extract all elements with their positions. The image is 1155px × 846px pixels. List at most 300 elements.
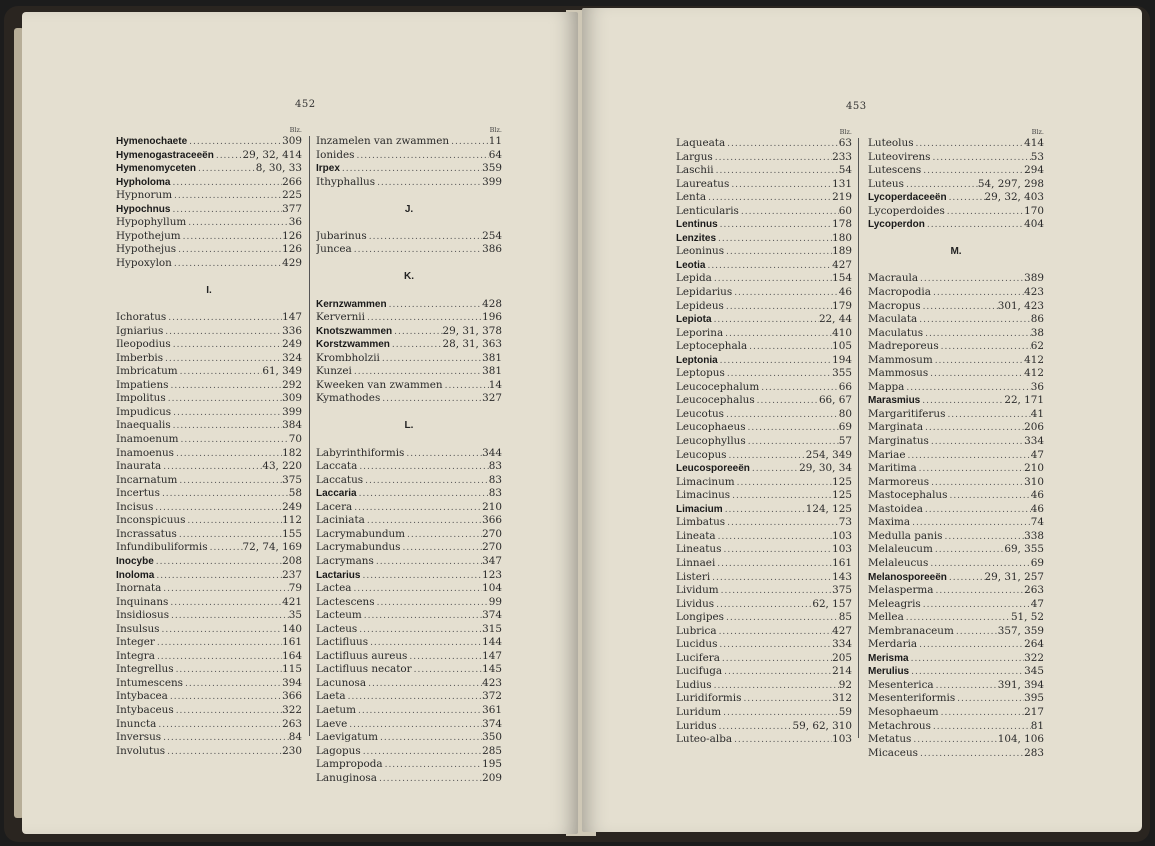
entry-page-ref: 310 — [1024, 475, 1044, 488]
dot-leader — [375, 177, 482, 190]
dot-leader — [717, 721, 793, 734]
dot-leader — [208, 542, 243, 555]
entry-term: Lycoperdoides — [868, 204, 945, 217]
dot-leader — [187, 136, 282, 149]
entry-page-ref: 355 — [832, 367, 852, 380]
page-column-header: Blz. — [1031, 128, 1044, 136]
section-letter-heading: K. — [404, 271, 414, 283]
entry-page-ref: 8, 30, 33 — [255, 162, 302, 175]
entry-term: Mesenterica — [868, 678, 934, 691]
index-entry — [116, 176, 302, 190]
index-entry — [116, 636, 302, 650]
dot-leader — [714, 165, 839, 178]
entry-term: Laeta — [316, 690, 346, 703]
dot-leader — [723, 504, 806, 517]
index-entry — [316, 447, 502, 461]
index-entry — [868, 462, 1044, 476]
entry-page-ref: 103 — [832, 529, 852, 542]
entry-term: Lactifluus — [316, 636, 369, 649]
entry-term: Lepideus — [676, 299, 724, 312]
index-entry — [868, 571, 1044, 585]
entry-term: Inuncta — [116, 717, 157, 730]
spacer — [316, 216, 502, 230]
index-entry — [116, 582, 302, 596]
dot-leader — [706, 192, 832, 205]
entry-page-ref: 62, 157 — [812, 597, 852, 610]
dot-leader — [904, 382, 1030, 395]
dot-leader — [401, 542, 483, 555]
entry-page-ref: 196 — [482, 311, 502, 324]
dot-leader — [168, 380, 282, 393]
index-entry — [676, 313, 852, 327]
dot-leader — [716, 531, 833, 544]
dot-leader — [755, 395, 819, 408]
dot-leader — [717, 639, 832, 652]
index-entry — [116, 596, 302, 610]
index-entry — [676, 611, 852, 625]
dot-leader — [724, 612, 839, 625]
index-entry — [676, 557, 852, 571]
entry-page-ref: 22, 44 — [818, 313, 852, 326]
index-entry — [316, 582, 502, 596]
section-letter-heading: J. — [404, 203, 414, 215]
entry-page-ref: 41 — [1030, 407, 1044, 420]
entry-page-ref: 64 — [488, 148, 502, 161]
dot-leader — [904, 612, 1011, 625]
entry-term: Luteus — [868, 177, 904, 190]
entry-term: Lactarius — [316, 569, 361, 581]
index-entry — [116, 325, 302, 339]
dot-leader — [169, 610, 289, 623]
index-entry — [116, 623, 302, 637]
entry-term: Ichoratus — [116, 311, 167, 324]
dot-leader — [380, 393, 482, 406]
entry-term: Inzamelen van zwammen — [316, 135, 450, 147]
entry-page-ref: 104 — [482, 582, 502, 595]
entry-term: Inamoenum — [116, 433, 179, 446]
index-entry — [676, 218, 852, 232]
entry-term: Lucidus — [676, 638, 718, 651]
dot-leader — [357, 461, 488, 474]
index-entry — [316, 149, 502, 163]
entry-term: Lycoperdaceeën — [868, 192, 947, 204]
dot-leader — [718, 355, 832, 368]
entry-term: Integra — [116, 649, 155, 662]
spacer — [316, 433, 502, 447]
dot-leader — [181, 231, 283, 244]
entry-page-ref: 104, 106 — [997, 733, 1044, 746]
entry-term: Infundibuliformis — [116, 541, 208, 554]
dot-leader — [917, 314, 1031, 327]
dot-leader — [929, 477, 1024, 490]
index-entry — [676, 516, 852, 530]
index-entry — [316, 636, 502, 650]
left-page — [22, 12, 578, 834]
index-entry — [676, 245, 852, 259]
entry-term: Luridiformis — [676, 692, 742, 705]
index-entry — [676, 354, 852, 368]
entry-page-ref: 125 — [832, 489, 852, 502]
entry-term: Krombholzii — [316, 351, 380, 364]
entry-page-ref: 35 — [288, 609, 302, 622]
entry-term: Inconspicuus — [116, 514, 186, 527]
dot-leader — [741, 693, 832, 706]
entry-page-ref: 29, 31, 257 — [984, 570, 1044, 583]
entry-term: Membranaceum — [868, 624, 954, 637]
dot-leader — [705, 260, 832, 273]
entry-term: Insidiosus — [116, 609, 170, 622]
entry-page-ref: 322 — [282, 703, 302, 716]
dot-leader — [357, 624, 482, 637]
entry-term: Melasperma — [868, 584, 934, 597]
index-entry — [868, 638, 1044, 652]
entry-page-ref: 46 — [838, 286, 852, 299]
index-entry — [116, 257, 302, 271]
dot-leader — [161, 732, 289, 745]
entry-page-ref: 322 — [1024, 651, 1044, 664]
entry-term: Lucifera — [676, 651, 720, 664]
dot-leader — [166, 393, 282, 406]
index-entry — [316, 596, 502, 610]
entry-page-ref: 83 — [488, 473, 502, 486]
entry-term: Laccata — [316, 460, 358, 473]
entry-page-ref: 60 — [838, 204, 852, 217]
spacer — [316, 406, 502, 420]
entry-term: Inamoenus — [116, 446, 174, 459]
index-entry — [116, 609, 302, 623]
entry-term: Leptonia — [676, 354, 718, 366]
entry-page-ref: 237 — [282, 568, 302, 581]
entry-term: Micaceus — [868, 746, 918, 759]
entry-page-ref: 178 — [832, 218, 852, 231]
entry-term: Lineatus — [676, 543, 722, 556]
dot-leader — [921, 301, 998, 314]
entry-page-ref: 36 — [288, 216, 302, 229]
dot-leader — [929, 436, 1024, 449]
entry-term: Merdaria — [868, 638, 918, 651]
entry-page-ref: 230 — [282, 744, 302, 757]
dot-leader — [155, 637, 282, 650]
entry-page-ref: 79 — [288, 582, 302, 595]
dot-leader — [351, 583, 482, 596]
entry-page-ref: 263 — [1024, 584, 1044, 597]
index-column-left-1 — [116, 125, 302, 758]
dot-leader — [449, 136, 489, 149]
entry-term: Luteovirens — [868, 150, 931, 163]
dot-leader — [712, 273, 832, 286]
page-column-header: Blz. — [289, 126, 302, 134]
spacer — [116, 270, 302, 284]
dot-leader — [750, 463, 799, 476]
dot-leader — [721, 544, 832, 557]
entry-page-ref: 85 — [838, 611, 852, 624]
entry-page-ref: 112 — [282, 514, 302, 527]
entry-page-ref: 170 — [1024, 204, 1044, 217]
entry-page-ref: 147 — [482, 649, 502, 662]
dot-leader — [724, 246, 832, 259]
entry-term: Laschii — [676, 164, 714, 177]
entry-page-ref: 249 — [282, 500, 302, 513]
section-letter-heading: M. — [950, 246, 962, 258]
dot-leader — [954, 626, 998, 639]
entry-term: Igniarius — [116, 324, 164, 337]
entry-page-ref: 70 — [288, 433, 302, 446]
index-entry — [116, 433, 302, 447]
index-entry — [116, 352, 302, 366]
entry-term: Incarnatum — [116, 473, 178, 486]
dot-leader — [918, 273, 1024, 286]
index-entry — [316, 677, 502, 691]
entry-term: Lycoperdon — [868, 219, 925, 231]
dot-leader — [917, 463, 1024, 476]
entry-term: Intumescens — [116, 676, 183, 689]
dot-leader — [945, 206, 1024, 219]
entry-term: Laeve — [316, 717, 348, 730]
dot-leader — [405, 529, 482, 542]
index-entry — [676, 598, 852, 612]
dot-leader — [923, 328, 1031, 341]
entry-term: Impatiens — [116, 378, 169, 391]
entry-term: Leoninus — [676, 245, 725, 258]
index-entry — [676, 733, 852, 747]
entry-page-ref: 381 — [482, 365, 502, 378]
dot-leader — [923, 422, 1024, 435]
dot-leader — [713, 152, 832, 165]
index-column-right-2 — [868, 127, 1044, 760]
entry-term: Insulsus — [116, 622, 160, 635]
index-entry — [676, 571, 852, 585]
entry-term: Lactea — [316, 582, 352, 595]
entry-term: Macropus — [868, 299, 921, 312]
entry-term: Laureatus — [676, 177, 730, 190]
entry-page-ref: 423 — [482, 676, 502, 689]
entry-term: Lacteum — [316, 609, 362, 622]
dot-leader — [720, 653, 832, 666]
dot-leader — [383, 759, 483, 772]
entry-term: Marmoreus — [868, 475, 930, 488]
entry-term: Largus — [676, 150, 713, 163]
index-entry — [116, 704, 302, 718]
dot-leader — [739, 206, 839, 219]
dot-leader — [170, 177, 282, 190]
entry-term: Macropodia — [868, 286, 931, 299]
entry-term: Kernzwammen — [316, 298, 387, 310]
dot-leader — [911, 734, 997, 747]
index-entry — [116, 569, 302, 583]
entry-page-ref: 53 — [1030, 150, 1044, 163]
entry-term: Luridus — [676, 719, 717, 732]
entry-page-ref: 263 — [282, 717, 302, 730]
entry-page-ref: 399 — [282, 405, 302, 418]
index-entry — [868, 313, 1044, 327]
index-entry — [868, 218, 1044, 232]
dot-leader — [183, 678, 282, 691]
entry-term: Mesophaeum — [868, 705, 939, 718]
index-entry — [316, 487, 502, 501]
index-entry — [116, 650, 302, 664]
entry-page-ref: 347 — [482, 554, 502, 567]
index-entry — [676, 706, 852, 720]
dot-leader — [716, 233, 832, 246]
entry-page-ref: 336 — [282, 324, 302, 337]
index-entry — [676, 530, 852, 544]
dot-leader — [746, 436, 839, 449]
index-entry — [868, 679, 1044, 693]
index-entry — [116, 189, 302, 203]
entry-page-ref: 210 — [482, 500, 502, 513]
dot-leader — [721, 707, 839, 720]
entry-page-ref: 205 — [832, 651, 852, 664]
entry-term: Inversus — [116, 731, 162, 744]
entry-page-ref: 69 — [838, 421, 852, 434]
dot-leader — [955, 693, 1024, 706]
index-entry — [868, 584, 1044, 598]
dot-leader — [168, 597, 282, 610]
entry-term: Lenticularis — [676, 204, 739, 217]
spacer — [316, 284, 502, 298]
entry-term: Lepiota — [676, 314, 712, 326]
entry-term: Involutus — [116, 744, 166, 757]
dot-leader — [356, 705, 482, 718]
entry-term: Hypophyllum — [116, 216, 187, 229]
section-letter-heading: I. — [206, 285, 212, 297]
index-entry — [868, 340, 1044, 354]
entry-page-ref: 86 — [1030, 313, 1044, 326]
index-entry — [676, 191, 852, 205]
index-entry — [868, 557, 1044, 571]
index-entry — [116, 365, 302, 379]
entry-term: Incisus — [116, 500, 154, 513]
index-entry — [676, 625, 852, 639]
entry-term: Luteolus — [868, 137, 914, 149]
dot-leader — [186, 217, 289, 230]
entry-page-ref: 374 — [482, 717, 502, 730]
entry-page-ref: 254 — [482, 229, 502, 242]
entry-term: Hypholoma — [116, 176, 171, 188]
index-entry — [116, 135, 302, 149]
index-entry — [868, 530, 1044, 544]
entry-page-ref: 38 — [1030, 326, 1044, 339]
dot-leader — [714, 599, 812, 612]
index-entry — [316, 243, 502, 257]
entry-page-ref: 399 — [482, 175, 502, 188]
entry-page-ref: 427 — [832, 258, 852, 271]
entry-page-ref: 63 — [838, 137, 852, 149]
dot-leader — [722, 666, 832, 679]
entry-page-ref: 361 — [482, 703, 502, 716]
index-entry — [676, 638, 852, 652]
dot-leader — [404, 448, 482, 461]
entry-term: Lacunosa — [316, 676, 367, 689]
entry-term: Medulla panis — [868, 529, 943, 542]
entry-page-ref: 131 — [832, 177, 852, 190]
index-entry — [116, 718, 302, 732]
index-entry — [676, 232, 852, 246]
dot-leader — [730, 490, 832, 503]
entry-page-ref: 270 — [482, 541, 502, 554]
dot-leader — [365, 515, 482, 528]
dot-leader — [171, 420, 282, 433]
entry-page-ref: 377 — [282, 202, 302, 215]
index-entry — [676, 652, 852, 666]
entry-page-ref: 28, 31, 363 — [442, 338, 502, 351]
entry-page-ref: 145 — [482, 663, 502, 676]
entry-term: Madreporeus — [868, 340, 939, 353]
index-entry — [316, 718, 502, 732]
entry-term: Lividus — [676, 597, 715, 610]
entry-page-ref: 375 — [282, 473, 302, 486]
entry-page-ref: 61, 349 — [262, 365, 302, 378]
index-entry — [868, 286, 1044, 300]
spacer — [316, 189, 502, 203]
index-entry — [868, 665, 1044, 679]
index-entry — [116, 460, 302, 474]
entry-term: Leporina — [676, 326, 724, 339]
entry-term: Lacteus — [316, 622, 358, 635]
dot-leader — [947, 572, 985, 585]
dot-leader — [392, 326, 442, 339]
dot-leader — [160, 488, 289, 501]
entry-term: Leucophaeus — [676, 421, 746, 434]
entry-page-ref: 195 — [482, 758, 502, 771]
entry-term: Lactifluus aureus — [316, 649, 408, 662]
entry-page-ref: 161 — [282, 636, 302, 649]
dot-leader — [214, 150, 243, 163]
entry-page-ref: 29, 31, 378 — [442, 324, 502, 337]
entry-term: Lucifuga — [676, 665, 723, 678]
entry-term: Hypoxylon — [116, 256, 172, 269]
entry-term: Inoloma — [116, 569, 155, 581]
entry-page-ref: 233 — [832, 150, 852, 163]
dot-leader — [154, 556, 282, 569]
entry-page-ref: 283 — [1024, 746, 1044, 759]
entry-page-ref: 22, 171 — [1004, 394, 1044, 407]
index-entry — [316, 298, 502, 312]
entry-page-ref: 80 — [838, 407, 852, 420]
entry-page-ref: 412 — [1024, 353, 1044, 366]
entry-term: Incertus — [116, 487, 160, 500]
dot-leader — [925, 219, 1024, 232]
entry-term: Lacera — [316, 500, 353, 513]
entry-term: Lampropoda — [316, 758, 383, 771]
index-entry — [868, 367, 1044, 381]
entry-term: Leotia — [676, 259, 706, 271]
entry-term: Melaleucum — [868, 543, 933, 556]
dot-leader — [921, 599, 1031, 612]
index-entry — [316, 731, 502, 745]
dot-leader — [931, 287, 1024, 300]
dot-leader — [346, 691, 483, 704]
entry-term: Inornata — [116, 582, 162, 595]
entry-page-ref: 334 — [1024, 435, 1044, 448]
entry-term: Leucopus — [676, 448, 727, 461]
entry-page-ref: 350 — [482, 731, 502, 744]
dot-leader — [168, 691, 282, 704]
entry-term: Linnaei — [676, 556, 716, 569]
page-number-left: 452 — [295, 99, 316, 110]
index-entry — [676, 476, 852, 490]
dot-leader — [155, 651, 282, 664]
dot-leader — [153, 502, 282, 515]
dot-leader — [723, 328, 832, 341]
dot-leader — [921, 165, 1024, 178]
entry-term: Integrellus — [116, 663, 174, 676]
entry-page-ref: 391, 394 — [997, 678, 1044, 691]
entry-term: Lactescens — [316, 595, 375, 608]
index-entry — [676, 503, 852, 517]
entry-page-ref: 29, 32, 403 — [984, 191, 1044, 204]
entry-page-ref: 338 — [1024, 529, 1044, 542]
